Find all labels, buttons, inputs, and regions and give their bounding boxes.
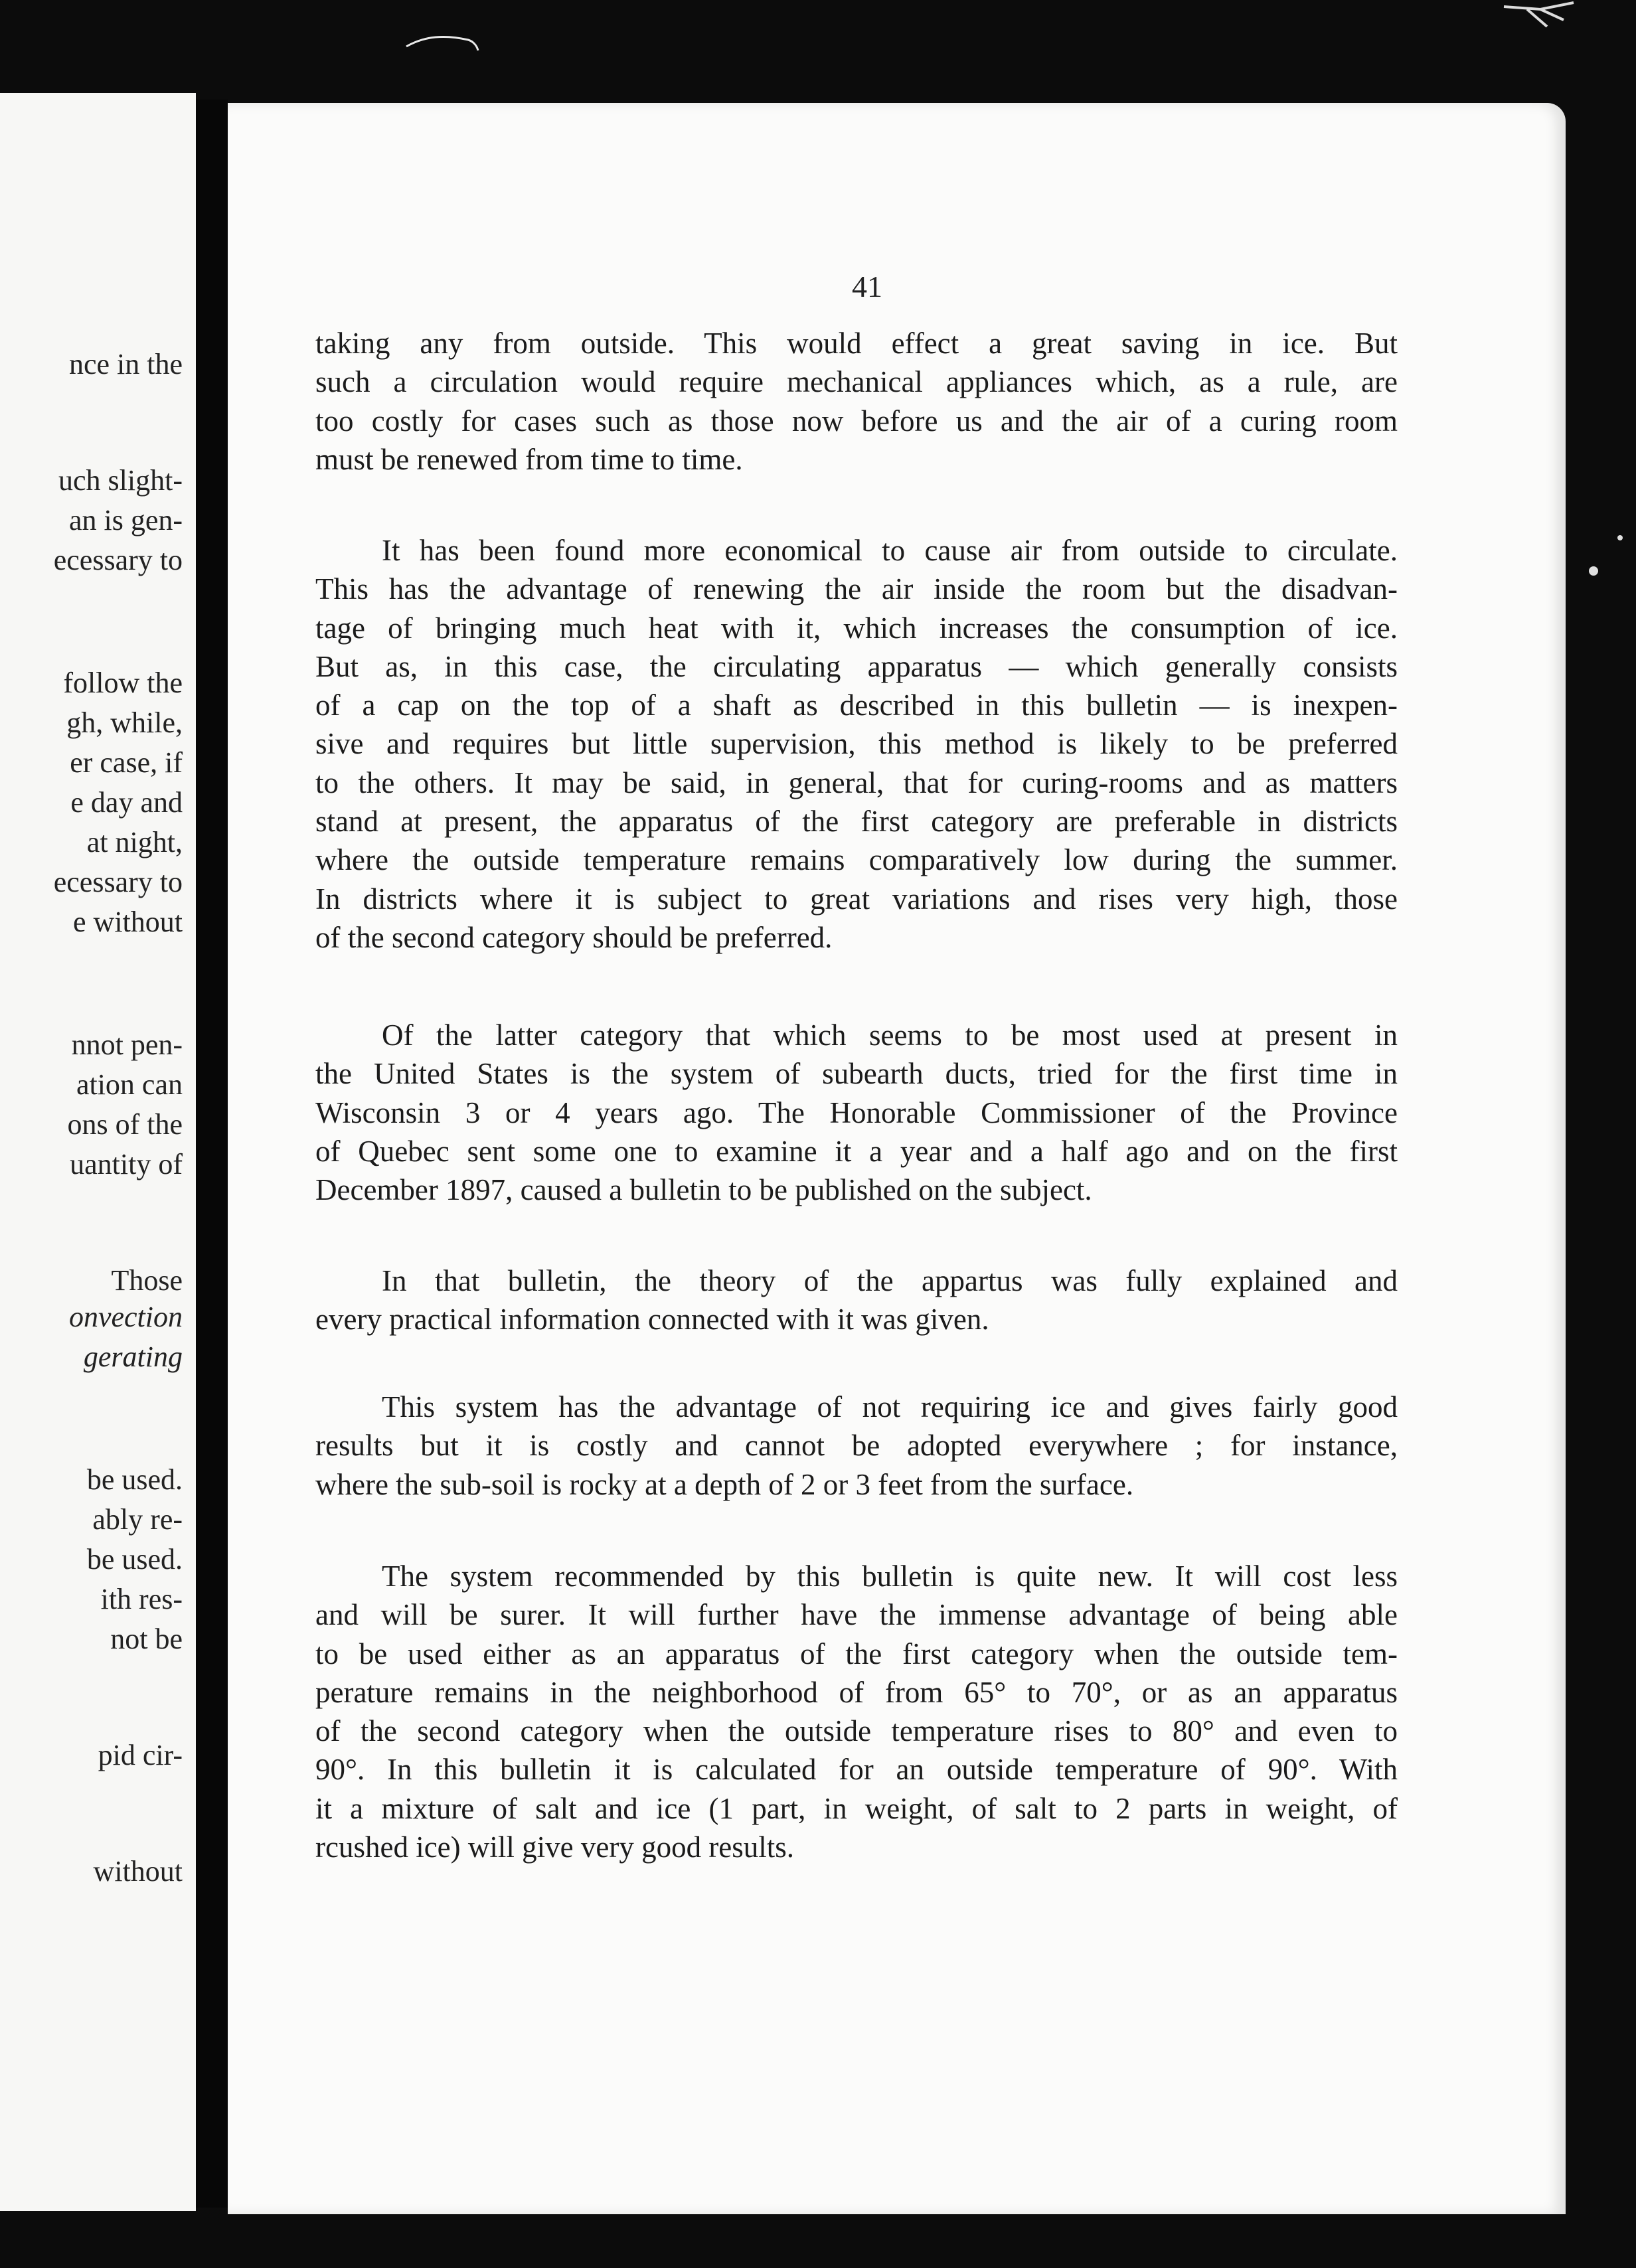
book-spine-gutter xyxy=(196,100,228,2208)
left-page-line: nnot pen- xyxy=(71,1028,183,1061)
left-page-line: ons of the xyxy=(67,1108,183,1141)
left-page-line: ably re- xyxy=(92,1503,183,1536)
text-line: stand at present, the apparatus of the first category are preferable in districts xyxy=(315,805,1398,839)
text-line: December 1897, caused a bulletin to be published on the subject. xyxy=(315,1173,1092,1207)
text-line: of the second category when the outside temperature rises to 80° and even to xyxy=(315,1714,1398,1748)
left-page-line: uantity of xyxy=(70,1148,183,1180)
text-line: 90°. In this bulletin it is calculated for an outside temperature of 90°. With xyxy=(315,1753,1398,1787)
scan-specks-icon xyxy=(1580,518,1636,598)
left-page-line: follow the xyxy=(63,667,183,699)
paragraph xyxy=(315,1016,1398,1209)
paragraph xyxy=(315,1557,1398,1866)
left-page-line: e without xyxy=(73,906,183,938)
text-line: This system has the advantage of not requiring ice and gives fairly good xyxy=(382,1390,1398,1423)
left-page-line: Those xyxy=(111,1264,183,1297)
left-page-line: at night, xyxy=(86,826,183,858)
text-line: It has been found more economical to cause air from outside to circulate. xyxy=(382,534,1398,567)
text-line: In districts where it is subject to great variations and rises very high, those xyxy=(315,882,1398,916)
page-number: 41 xyxy=(852,270,882,303)
left-page-line: nce in the xyxy=(68,348,183,380)
text-line: to the others. It may be said, in general, that for curing-rooms and as matters xyxy=(315,766,1398,799)
left-page-line: er case, if xyxy=(70,746,183,779)
left-page-line: ecessary to xyxy=(53,544,183,576)
paragraph xyxy=(315,1388,1398,1504)
left-page-line: without xyxy=(93,1855,183,1888)
text-line: it a mixture of salt and ice (1 part, in weight, of salt to 2 parts in weight, of xyxy=(315,1791,1398,1825)
left-page-line: be used. xyxy=(86,1543,183,1576)
left-page-line: e day and xyxy=(70,786,183,819)
text-line: Wisconsin 3 or 4 years ago. The Honorable Commissioner of the Province xyxy=(315,1095,1398,1129)
pencil-mark-icon xyxy=(405,32,481,52)
text-line: In that bulletin, the theory of the appartus was fully explained and xyxy=(382,1264,1398,1297)
paragraph xyxy=(315,531,1398,957)
left-page-line: be used. xyxy=(86,1463,183,1496)
left-page-line: an is gen- xyxy=(68,504,183,536)
paragraph xyxy=(315,1261,1398,1339)
text-line: taking any from outside. This would effect a great saving in ice. But xyxy=(315,327,1398,360)
text-line: must be renewed from time to time. xyxy=(315,442,743,476)
text-line: tage of bringing much heat with it, which increases the consumption of ice. xyxy=(315,611,1398,645)
left-page-line: gerating xyxy=(83,1340,183,1373)
text-line: every practical information connected with it was given. xyxy=(315,1303,989,1336)
text-line: rcushed ice) will give very good results. xyxy=(315,1830,795,1864)
text-line: where the outside temperature remains comparatively low during the summer. xyxy=(315,843,1398,877)
text-line: of Quebec sent some one to examine it a year and a half ago and on the first xyxy=(315,1134,1398,1168)
text-line: But as, in this case, the circulating apparatus — which generally consists xyxy=(315,649,1398,683)
text-line: of the second category should be preferred. xyxy=(315,920,833,954)
left-page-line: onvection xyxy=(68,1301,183,1333)
left-page-line: gh, while, xyxy=(66,706,183,739)
left-page-line: ecessary to xyxy=(53,866,183,898)
text-line: to be used either as an apparatus of the first category when the outside tem- xyxy=(315,1637,1398,1670)
text-line: too costly for cases such as those now before us and the air of a curing room xyxy=(315,404,1398,438)
left-page-line: uch slight- xyxy=(58,464,183,497)
text-line: the United States is the system of subearth ducts, tried for the first time in xyxy=(315,1057,1398,1091)
scan-debris-icon xyxy=(1501,0,1580,33)
left-page-line: not be xyxy=(110,1623,183,1655)
text-line: This has the advantage of renewing the air inside the room but the disadvan- xyxy=(315,572,1398,606)
text-line: Of the latter category that which seems to be most used at present in xyxy=(382,1018,1398,1052)
text-line: such a circulation would require mechanical appliances which, as a rule, are xyxy=(315,365,1398,399)
text-line: sive and requires but little supervision, this method is likely to be preferred xyxy=(315,727,1398,761)
text-line: and will be surer. It will further have the immense advantage of being able xyxy=(315,1598,1398,1632)
left-page-line: ith res- xyxy=(100,1583,183,1615)
text-line: of a cap on the top of a shaft as described in this bulletin — is inexpen- xyxy=(315,688,1398,722)
text-line: results but it is costly and cannot be adopted everywhere ; for instance, xyxy=(315,1429,1398,1463)
text-line: perature remains in the neighborhood of from 65° to 70°, or as an apparatus xyxy=(315,1675,1398,1709)
paragraph xyxy=(315,324,1398,479)
text-line: The system recommended by this bulletin is quite new. It will cost less xyxy=(382,1560,1398,1593)
text-line: where the sub-soil is rocky at a depth of 2 or 3 feet from the surface. xyxy=(315,1467,1134,1501)
left-page-line: ation can xyxy=(76,1068,183,1101)
left-page-line: pid cir- xyxy=(98,1739,183,1771)
